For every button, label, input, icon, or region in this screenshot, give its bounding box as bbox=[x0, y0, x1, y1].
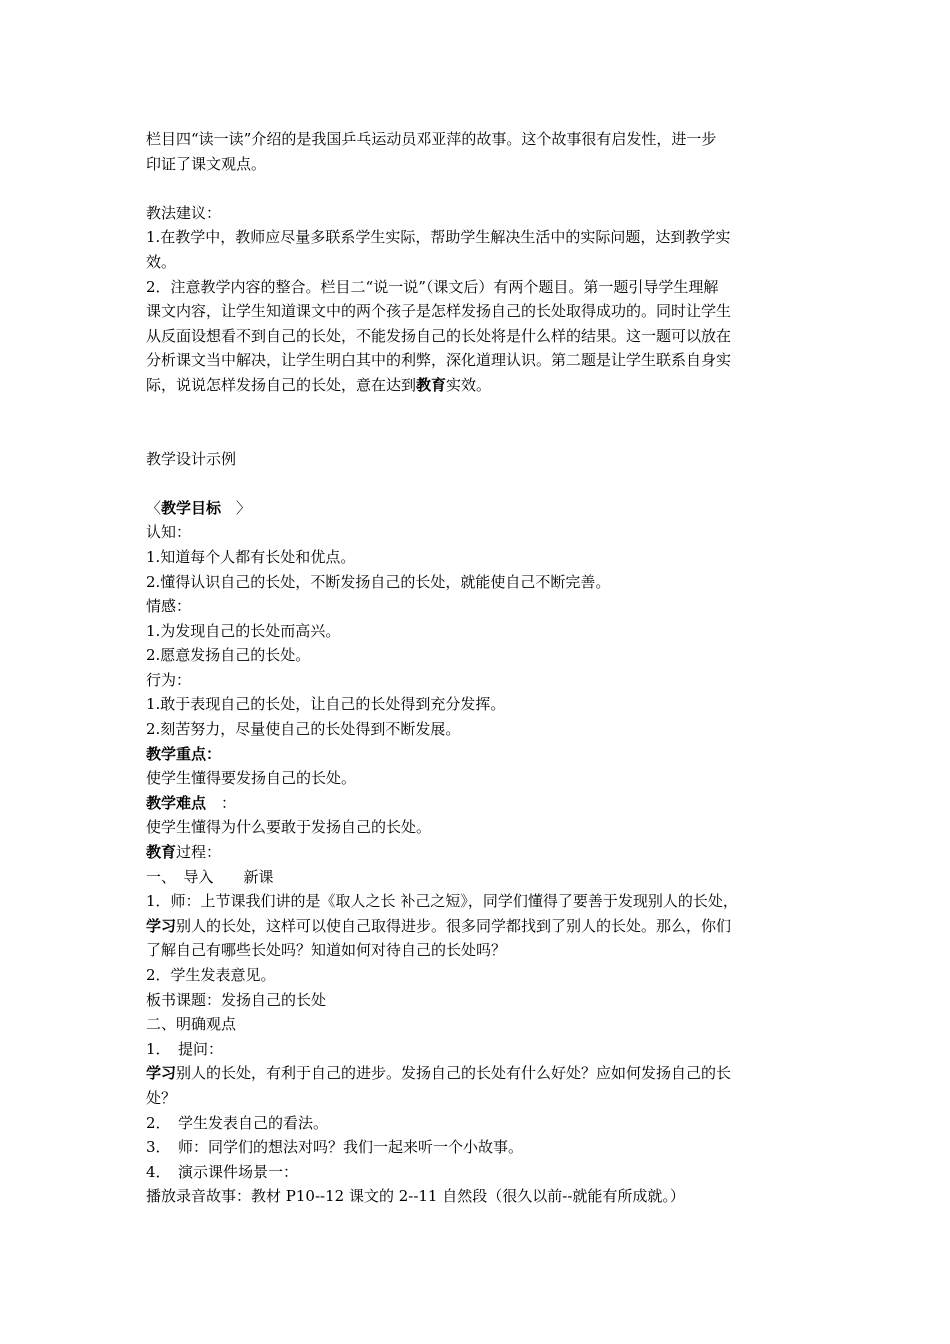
paragraph-line: 板书课题：发扬自己的长处 bbox=[146, 990, 327, 1009]
spacer bbox=[146, 398, 814, 447]
paragraph-line: 使学生懂得要发扬自己的长处。 bbox=[146, 769, 357, 788]
list-item: 1.为发现自己的长处而高兴。 bbox=[146, 621, 341, 640]
step-heading: 二、明确观点 bbox=[146, 1015, 237, 1034]
section-heading: 教学设计示例 bbox=[146, 449, 237, 468]
paragraph-line bbox=[146, 373, 814, 398]
list-item: 2.懂得认识自己的长处，不断发扬自己的长处，就能使自己不断完善。 bbox=[146, 572, 611, 591]
text-run: ： bbox=[206, 793, 237, 812]
list-item: 2.刻苦努力，尽量使自己的长处得到不断发展。 bbox=[146, 720, 461, 739]
subheading: 行为： bbox=[146, 670, 192, 689]
paragraph-line: 印证了课文观点。 bbox=[146, 154, 267, 173]
list-item: 4． 演示课件场景一： bbox=[146, 1162, 299, 1181]
text-run: 别人的长处，有利于自己的进步。发扬自己的长处有什么好处？应如何发扬自己的长 bbox=[176, 1064, 732, 1083]
bold-text: 学习 bbox=[146, 916, 177, 935]
paragraph-line: 1．师：上节课我们讲的是《取人之长 补己之短》，同学们懂得了要善于发现别人的长处， bbox=[146, 892, 738, 911]
step-heading: 一、 导入 新课 bbox=[146, 867, 274, 886]
paragraph-line: 使学生懂得为什么要敢于发扬自己的长处。 bbox=[146, 818, 432, 837]
paragraph-line: 了解自己有哪些长处吗？知道如何对待自己的长处吗？ bbox=[146, 941, 507, 960]
text-run: 实效。 bbox=[446, 375, 492, 394]
paragraph-line: 从反面设想看不到自己的长处，不能发扬自己的长处将是什么样的结果。这一题可以放在 bbox=[146, 326, 732, 345]
process-heading bbox=[146, 840, 814, 865]
bold-text: 学习 bbox=[146, 1064, 177, 1083]
list-item: 1.敢于表现自己的长处，让自己的长处得到充分发挥。 bbox=[146, 695, 506, 714]
paragraph-line bbox=[146, 914, 814, 939]
spacer bbox=[146, 471, 814, 496]
bold-text: 教育 bbox=[146, 843, 177, 862]
bracket-close: 〉 bbox=[221, 498, 252, 517]
paragraph-line: 课文内容，让学生知道课文中的两个孩子是怎样发扬自己的长处取得成功的。同时让学生 bbox=[146, 302, 732, 321]
subheading: 情感： bbox=[146, 597, 192, 616]
paragraph-line: 1.在教学中，教师应尽量多联系学生实际，帮助学生解决生活中的实际问题，达到教学实 bbox=[146, 228, 731, 247]
goal-heading bbox=[146, 496, 814, 521]
subheading: 认知： bbox=[146, 523, 192, 542]
paragraph-line: 处？ bbox=[146, 1088, 177, 1107]
document-body bbox=[146, 127, 814, 1209]
list-item: 1． 提问： bbox=[146, 1039, 224, 1058]
list-item: 2． 学生发表自己的看法。 bbox=[146, 1113, 329, 1132]
list-item: 3． 师：同学们的想法对吗？我们一起来听一个小故事。 bbox=[146, 1138, 524, 1157]
paragraph-line bbox=[146, 1061, 814, 1086]
list-item: 1.知道每个人都有长处和优点。 bbox=[146, 547, 356, 566]
paragraph-line: 2．注意教学内容的整合。栏目二“说一说”（课文后）有两个题目。第一题引导学生理解 bbox=[146, 277, 719, 296]
paragraph-line: 效。 bbox=[146, 252, 177, 271]
text-run: 际，说说怎样发扬自己的长处，意在达到 bbox=[146, 375, 417, 394]
text-run: 别人的长处，这样可以使自己取得进步。很多同学都找到了别人的长处。那么，你们 bbox=[176, 916, 732, 935]
paragraph-line: 分析课文当中解决，让学生明白其中的利弊，深化道理认识。第二题是让学生联系自身实 bbox=[146, 351, 732, 370]
paragraph-line: 2．学生发表意见。 bbox=[146, 966, 276, 984]
paragraph-line: 栏目四“读一读”介绍的是我国乒乓运动员邓亚萍的故事。这个故事很有启发性，进一步 bbox=[146, 130, 717, 148]
key-heading: 教学重点： bbox=[146, 744, 222, 763]
list-item: 2.愿意发扬自己的长处。 bbox=[146, 646, 311, 665]
difficulty-heading bbox=[146, 791, 814, 816]
bold-text: 教学难点 bbox=[146, 793, 207, 812]
paragraph-line: 播放录音故事：教材 P10--12 课文的 2--11 自然段（很久以前--就能有所成就。） bbox=[146, 1187, 685, 1206]
bold-text: 教育 bbox=[416, 375, 447, 394]
bracket-open: 〈 bbox=[146, 498, 162, 517]
section-heading: 教法建议： bbox=[146, 203, 222, 222]
text-run: 过程： bbox=[176, 843, 222, 862]
bold-text: 教学目标 bbox=[161, 498, 222, 517]
spacer bbox=[146, 176, 814, 201]
